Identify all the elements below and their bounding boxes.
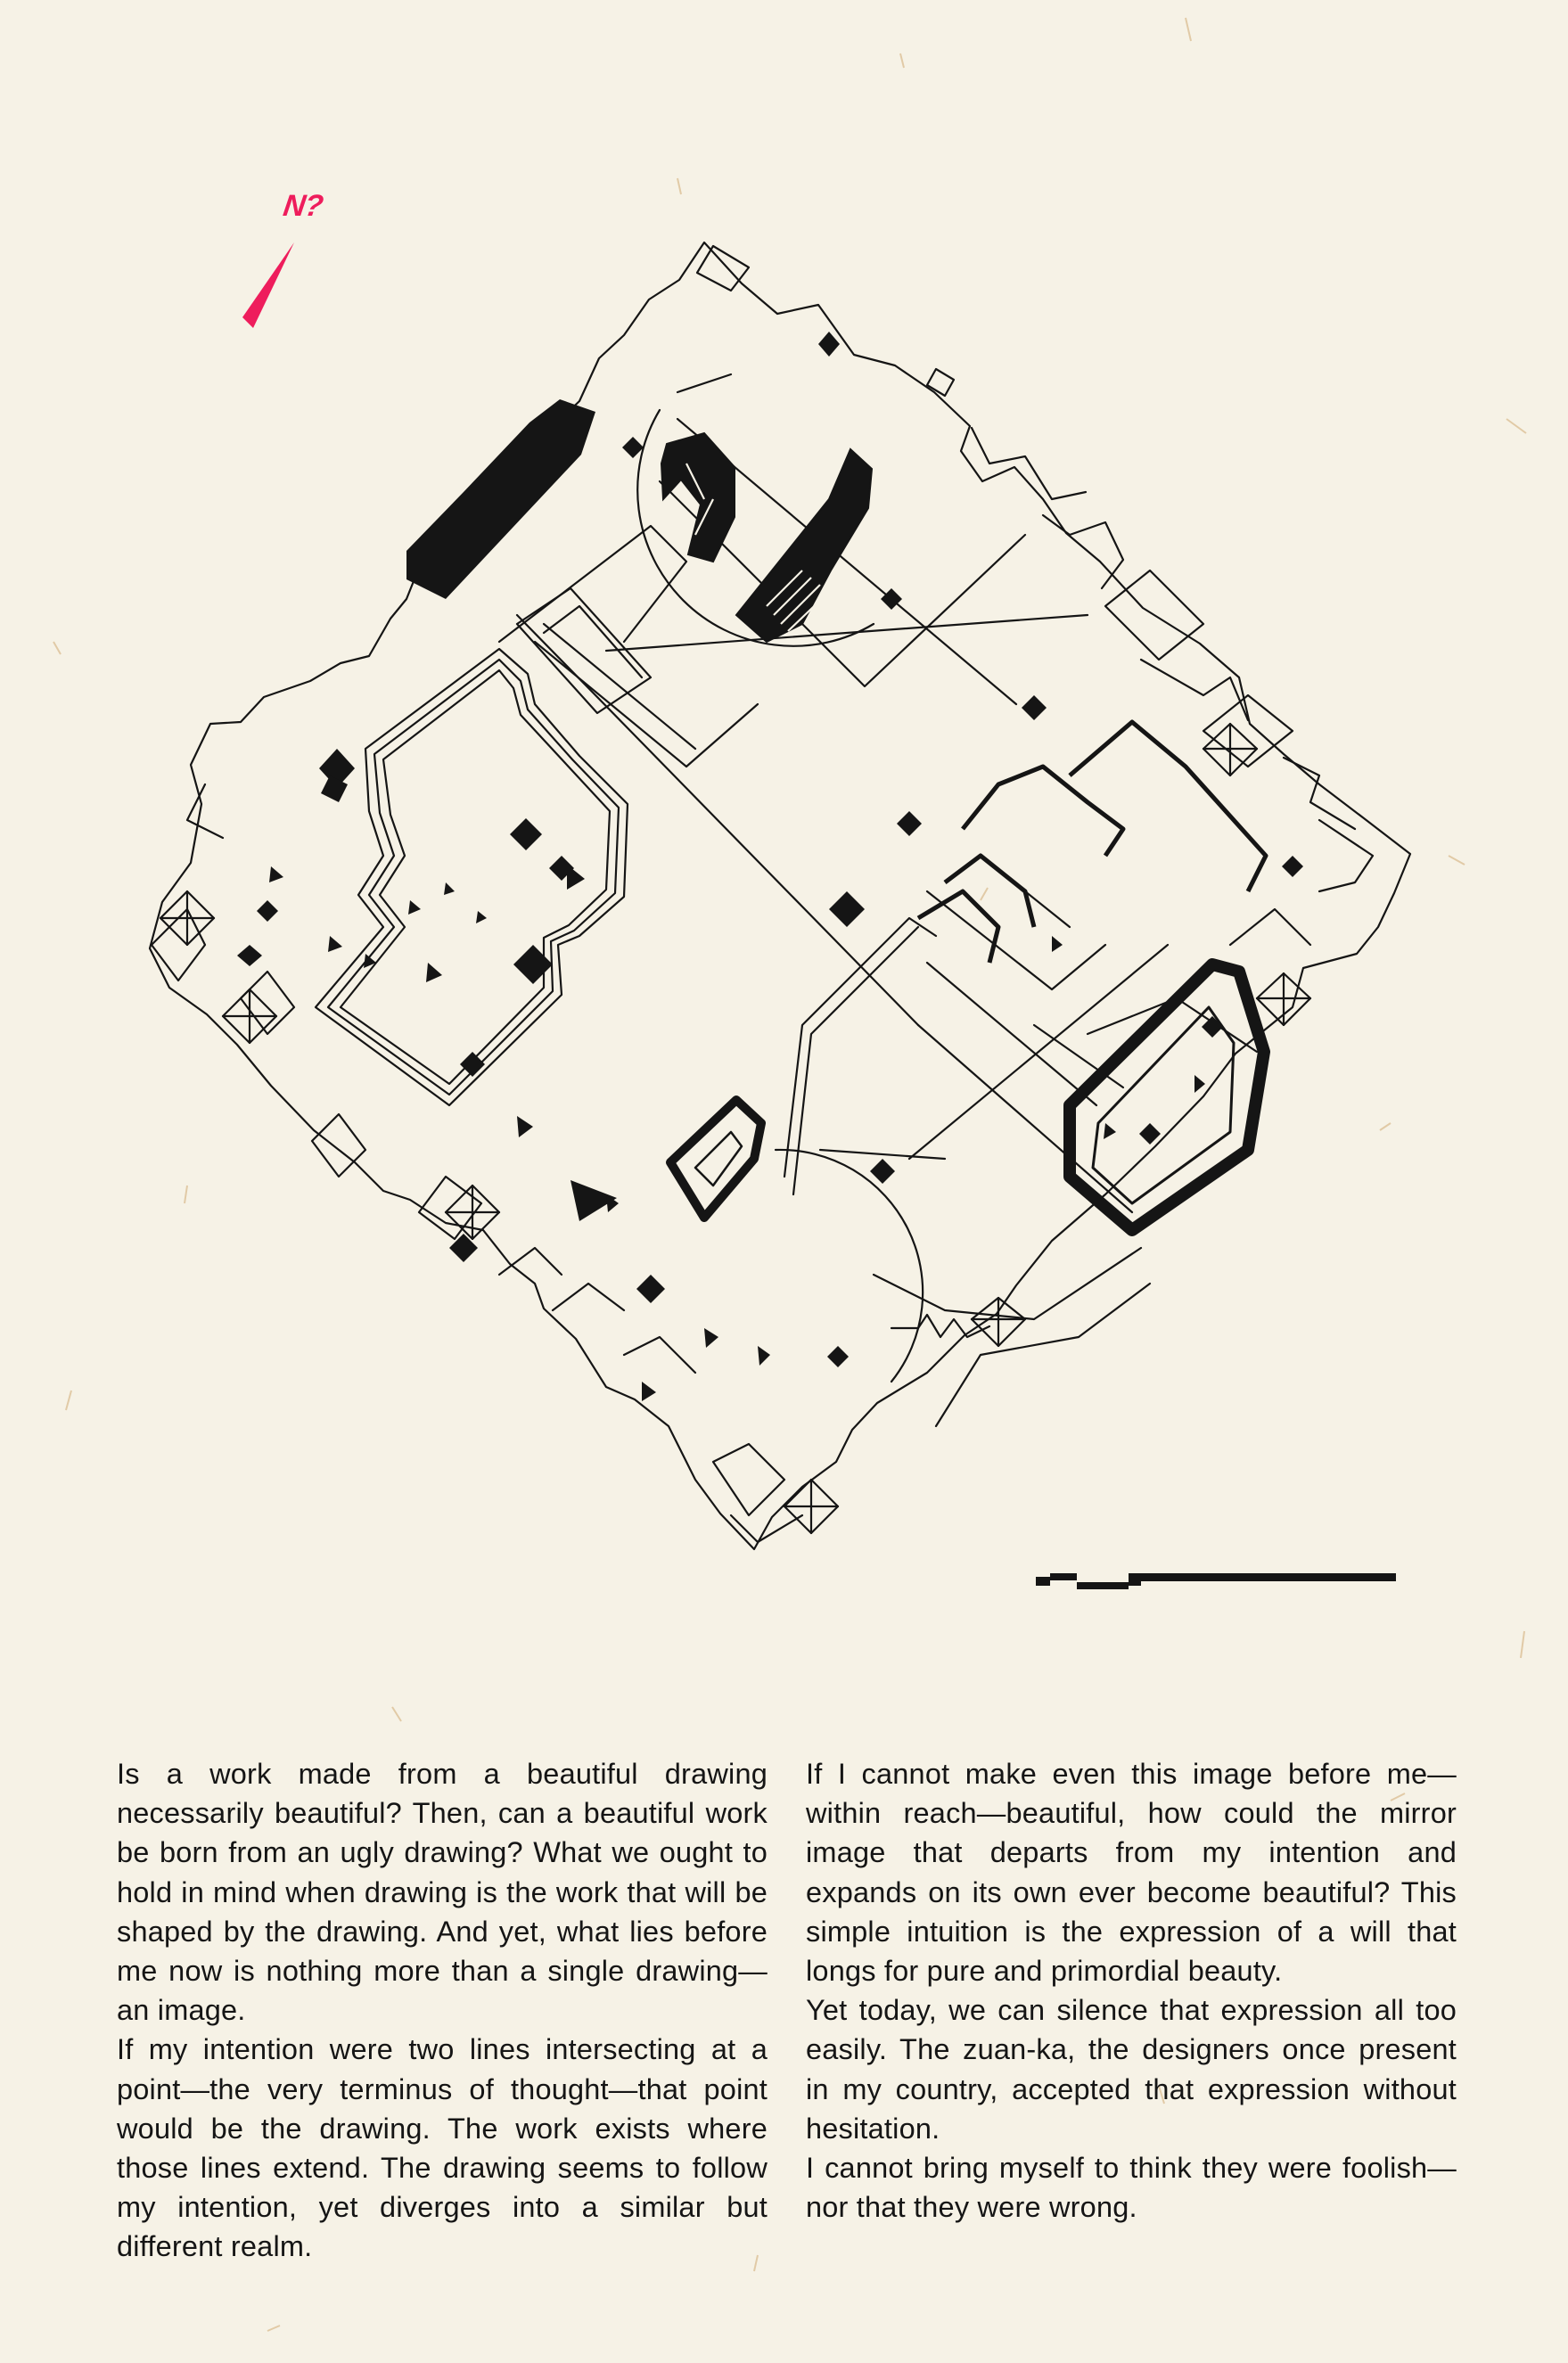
right-room-a (963, 767, 1123, 856)
scale-bar (1036, 1563, 1396, 1589)
right-paragraph-1: If I cannot make even this image before me—within reach—beautiful, how could the mirror image that departs from my intention and expands on its own ever become beautiful? This simple intuition is the expression of a will that longs for pure and primordial beauty. (806, 1758, 1457, 1988)
north-arrow-icon (242, 242, 294, 328)
plan-outer-boundary (150, 242, 1410, 1549)
essay-text (117, 1754, 1457, 2289)
lower-arc (776, 1150, 923, 1382)
lower-right-building (1070, 964, 1264, 1230)
black-wall-building (406, 399, 595, 599)
north-label: N? (281, 189, 325, 223)
right-paragraph-3: I cannot bring myself to think they were foolish—nor that they were wrong. (806, 2152, 1457, 2224)
left-paragraph-1: Is a work made from a beautiful drawing necessarily beautiful? Then, can a beautiful work be born from an ugly drawing? What we ought to hold in mind when drawing is the work that will be shaped by the drawing. And yet, what lies before me now is nothing more than a single drawing—an image. (117, 1758, 768, 2027)
right-paragraph-2: Yet today, we can silence that expression all too easily. The zuan-ka, the designers once present in my country, accepted that expression without hesitation. (806, 1994, 1457, 2145)
left-paragraph-2: If my intention were two lines intersecting at a point—the very terminus of thought—that point would be the drawing. The work exists where those lines extend. The drawing seems to follow my intention, yet diverges into a similar but different realm. (117, 2033, 768, 2263)
right-text-column (806, 1754, 1457, 2227)
left-text-column (117, 1754, 768, 2267)
lower-small-building (670, 1100, 761, 1218)
